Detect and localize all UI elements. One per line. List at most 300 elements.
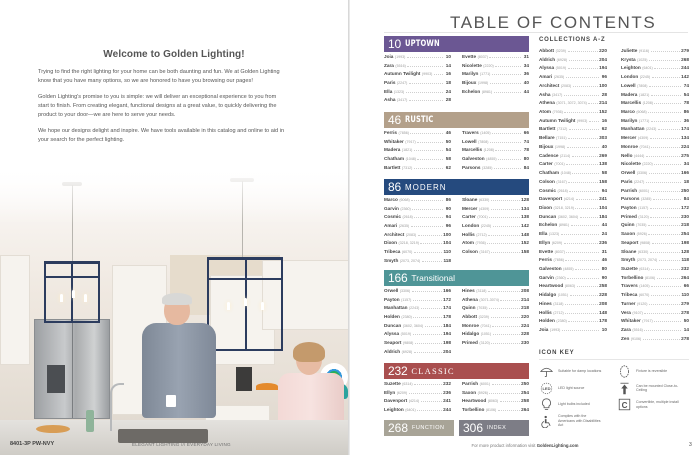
collection-entry[interactable]: [462, 165, 529, 174]
collection-code: (1208): [483, 148, 494, 153]
collection-name: Whitaker: [384, 138, 404, 144]
collection-name: Evette: [462, 54, 477, 59]
dot-leader: [565, 258, 598, 261]
collection-entry[interactable]: [621, 57, 689, 66]
section-page-number: 268: [388, 421, 409, 435]
collection-entry[interactable]: [621, 292, 689, 301]
section-header[interactable]: [384, 270, 529, 286]
dot-leader: [651, 267, 680, 270]
collection-page: 138: [599, 161, 607, 167]
collection-code: (1998): [554, 144, 566, 149]
collection-code: (8981): [558, 223, 570, 228]
collection-page: 84: [683, 196, 689, 202]
dot-leader: [564, 110, 597, 113]
collection-entry[interactable]: [384, 297, 451, 306]
collection-entry[interactable]: [539, 135, 607, 144]
collection-entry[interactable]: [539, 57, 607, 66]
collection-entry[interactable]: [384, 323, 451, 332]
dot-leader: [566, 162, 597, 165]
collection-entry[interactable]: [384, 390, 451, 399]
collection-entry[interactable]: [539, 275, 607, 284]
collection-name: Saxon: [621, 231, 636, 237]
collection-code: (1048): [560, 171, 571, 176]
dot-leader: [651, 284, 680, 287]
collection-page: 236: [443, 389, 451, 395]
collection-entry[interactable]: [462, 223, 529, 232]
collection-name: Quinn: [621, 222, 635, 228]
collection-code: (6209): [551, 240, 563, 245]
dot-leader: [500, 298, 519, 301]
collection-entry[interactable]: [621, 240, 689, 249]
dot-leader: [414, 250, 442, 253]
collection-entry[interactable]: [462, 398, 529, 407]
dot-leader: [651, 145, 679, 148]
collection-name: Tribeca: [621, 292, 638, 298]
collection-page: 66: [523, 130, 529, 135]
dot-leader: [580, 215, 598, 218]
collection-code: (1025): [637, 57, 648, 62]
collection-entry[interactable]: [539, 83, 607, 92]
collection-entry[interactable]: [539, 170, 607, 179]
collection-name: Tribeca: [384, 249, 401, 255]
collection-entry[interactable]: [621, 65, 689, 74]
collection-entry[interactable]: [462, 297, 529, 306]
collection-code: (2618): [557, 188, 568, 193]
collection-entry[interactable]: [462, 340, 529, 349]
collection-page: 220: [521, 314, 529, 320]
collection-page: 134: [681, 135, 689, 141]
collection-page: 94: [601, 187, 607, 193]
dot-leader: [492, 131, 520, 134]
collection-name: Alyssa: [384, 331, 400, 337]
collection-entry[interactable]: [539, 74, 607, 83]
collection-entry[interactable]: [384, 71, 451, 80]
collection-code: (4309): [478, 206, 490, 211]
dot-leader: [572, 171, 598, 174]
collection-name: Marcellis: [462, 147, 483, 153]
collection-entry[interactable]: [621, 327, 689, 336]
icon-key: [539, 350, 689, 430]
collection-entry[interactable]: [539, 283, 607, 292]
collection-name: Joia: [384, 54, 394, 59]
section-name: CLASSIC: [411, 366, 455, 376]
collection-entry[interactable]: [621, 161, 689, 170]
collection-entry[interactable]: [621, 118, 689, 127]
collection-name: Atom: [539, 109, 551, 115]
collection-entry[interactable]: [462, 80, 529, 89]
collection-name: Bijoux: [539, 143, 554, 149]
section-column: [384, 288, 451, 358]
collection-entry[interactable]: [621, 144, 689, 153]
collection-entry[interactable]: [462, 156, 529, 165]
collection-code: (3118): [476, 289, 487, 293]
dot-leader: [417, 157, 442, 160]
dot-leader: [407, 64, 442, 67]
dot-leader: [654, 66, 679, 69]
collection-entry[interactable]: [384, 232, 451, 241]
collection-entry[interactable]: [621, 301, 689, 310]
collection-entry[interactable]: [462, 147, 529, 156]
dot-leader: [568, 49, 598, 52]
dot-leader: [654, 319, 680, 322]
collection-entry[interactable]: [539, 118, 607, 127]
collection-entry[interactable]: [621, 205, 689, 214]
collection-name: Turner: [621, 300, 636, 306]
collection-entry[interactable]: [384, 139, 451, 148]
collection-entry[interactable]: [621, 283, 689, 292]
dot-leader: [491, 207, 520, 210]
collection-name: London: [621, 74, 639, 80]
collection-entry[interactable]: [539, 257, 607, 266]
collection-name: Mercer: [621, 135, 637, 141]
collection-entry[interactable]: [384, 407, 451, 416]
collection-page: 90: [445, 205, 451, 211]
section-transitional: [384, 270, 529, 358]
collection-entry[interactable]: [462, 206, 529, 215]
collection-page: 62: [601, 126, 607, 132]
section-column: [462, 197, 529, 267]
collection-entry[interactable]: [621, 100, 689, 109]
collection-code: (2243): [408, 306, 420, 311]
collection-page: 110: [443, 249, 451, 255]
dot-leader: [414, 215, 442, 218]
collection-entry[interactable]: [539, 318, 607, 327]
icon-key-item: Light bulbs included: [539, 397, 611, 412]
collection-entry[interactable]: [539, 310, 607, 319]
dot-leader: [409, 98, 443, 101]
collection-page: 46: [445, 130, 451, 135]
dot-leader: [652, 241, 680, 244]
collection-code: (7936): [475, 241, 486, 246]
collection-code: (5019): [555, 66, 567, 71]
dot-leader: [409, 391, 442, 394]
collection-entry[interactable]: [384, 349, 451, 358]
collection-entry[interactable]: [462, 89, 529, 98]
kitchen-photo: [0, 165, 349, 455]
dot-leader: [572, 154, 598, 157]
collection-entry[interactable]: [462, 130, 529, 139]
collection-entry[interactable]: [621, 266, 689, 275]
collections-az-column: [539, 48, 607, 344]
collection-code: (9116): [638, 49, 650, 53]
collection-entry[interactable]: [384, 305, 451, 314]
collection-entry[interactable]: [539, 153, 607, 162]
collection-code: (2360): [555, 275, 566, 280]
collection-code: (3239): [555, 49, 566, 53]
collection-entry[interactable]: [539, 205, 607, 214]
collection-code: (5926): [477, 390, 488, 395]
collection-entry[interactable]: [384, 331, 451, 340]
collection-entry[interactable]: [539, 126, 607, 135]
collection-entry[interactable]: [384, 381, 451, 390]
collection-page: 14: [683, 327, 689, 332]
collection-page: 142: [521, 223, 529, 229]
collection-name: Galveston: [462, 156, 485, 162]
collection-entry[interactable]: [621, 126, 689, 135]
dot-leader: [648, 110, 680, 113]
dot-leader: [418, 233, 442, 236]
collection-page: 194: [443, 331, 451, 337]
collection-entry[interactable]: [621, 231, 689, 240]
collection-entry[interactable]: [462, 71, 529, 80]
collection-code: (9808): [402, 341, 414, 346]
collection-code: (4214): [563, 197, 575, 202]
dot-leader: [652, 75, 680, 78]
collection-entry[interactable]: [621, 318, 689, 327]
collection-code: (1771): [479, 72, 491, 77]
collection-entry[interactable]: [621, 83, 689, 92]
section-header[interactable]: [384, 363, 529, 379]
collection-entry[interactable]: [539, 179, 607, 188]
section-header[interactable]: [384, 179, 529, 195]
collection-name: Holden: [539, 318, 555, 324]
collection-entry[interactable]: [621, 249, 689, 258]
collection-entry[interactable]: [462, 249, 529, 258]
collection-entry[interactable]: [621, 222, 689, 231]
collection-code: (9808): [639, 240, 651, 245]
collection-entry[interactable]: [621, 188, 689, 197]
collection-entry[interactable]: [539, 249, 607, 258]
collection-entry[interactable]: [539, 109, 607, 118]
collection-entry[interactable]: [621, 135, 689, 144]
collections-az-column: [621, 48, 689, 344]
collection-entry[interactable]: [539, 65, 607, 74]
collection-page: 34: [523, 62, 529, 68]
collection-entry[interactable]: [539, 92, 607, 101]
dot-leader: [562, 328, 599, 331]
collection-entry[interactable]: [539, 161, 607, 170]
dot-leader: [411, 198, 442, 201]
collection-entry[interactable]: [462, 390, 529, 399]
collection-page: 208: [521, 288, 529, 293]
dot-leader: [654, 101, 680, 104]
collection-code: (1993): [394, 55, 406, 59]
collection-entry[interactable]: [462, 331, 529, 340]
man-figure: [140, 295, 218, 420]
collection-entry[interactable]: [384, 147, 451, 156]
collection-entry[interactable]: [539, 231, 607, 240]
collection-name: Echelon: [462, 88, 481, 94]
collection-entry[interactable]: [384, 89, 451, 98]
collection-code: (6070): [638, 293, 650, 298]
collection-entry[interactable]: [462, 323, 529, 332]
dot-leader: [568, 136, 598, 139]
collection-page: 278: [681, 309, 689, 315]
collection-name: Abbott: [462, 314, 478, 320]
collection-page: 254: [681, 231, 689, 237]
collection-entry[interactable]: [621, 336, 689, 345]
collection-code: (3167): [479, 250, 490, 255]
collection-name: Aldrich: [539, 56, 556, 62]
collection-page: 104: [599, 204, 607, 210]
collection-page: 250: [521, 381, 529, 386]
collection-entry[interactable]: [462, 214, 529, 223]
dot-leader: [414, 148, 443, 151]
collection-code: (3306): [636, 171, 648, 176]
icon-key-item: LED LED light source: [539, 381, 611, 396]
collection-name: Chatham: [539, 170, 560, 176]
collection-page: 10: [601, 327, 607, 332]
collection-code: (6070): [401, 250, 413, 255]
collection-entry[interactable]: [462, 139, 529, 148]
collection-entry[interactable]: [384, 63, 451, 72]
collection-name: Vera: [621, 309, 631, 315]
collection-name: Nello: [621, 152, 633, 158]
dot-leader: [651, 49, 680, 52]
collection-entry[interactable]: [462, 54, 529, 63]
collection-name: Bijoux: [462, 80, 477, 86]
collection-entry[interactable]: [539, 188, 607, 197]
website-link[interactable]: GoldenLighting.com: [536, 443, 579, 448]
collection-name: Duncan: [384, 322, 402, 328]
collection-entry[interactable]: [621, 275, 689, 284]
collection-entry[interactable]: [384, 240, 451, 249]
collection-name: Carter: [539, 161, 553, 167]
section-header[interactable]: [384, 112, 529, 128]
collection-entry[interactable]: [621, 48, 689, 57]
section-name: MODERN: [404, 182, 447, 192]
collection-page: 118: [681, 257, 689, 263]
collection-page: 303: [599, 135, 607, 141]
collection-entry[interactable]: [384, 340, 451, 349]
collection-entry[interactable]: [384, 288, 451, 297]
collection-entry[interactable]: [384, 314, 451, 323]
collection-name: Suzette: [621, 265, 638, 271]
dot-leader: [649, 58, 680, 61]
collection-entry[interactable]: [384, 398, 451, 407]
collection-name: Hidalgo: [539, 292, 557, 298]
collection-entry[interactable]: [462, 314, 529, 323]
toc-title: TABLE OF CONTENTS: [450, 13, 657, 32]
collection-code: (3285): [482, 165, 493, 170]
collection-page: 264: [521, 407, 529, 413]
collection-entry[interactable]: [462, 63, 529, 72]
collection-entry[interactable]: [462, 240, 529, 249]
collection-entry[interactable]: [384, 97, 451, 106]
collection-page: 184: [443, 322, 451, 328]
collection-entry[interactable]: [462, 305, 529, 314]
collection-entry[interactable]: [621, 257, 689, 266]
collection-page: 228: [599, 292, 607, 298]
collection-code: (7808): [478, 139, 489, 144]
collection-code: (6401): [642, 66, 653, 71]
collection-entry[interactable]: [621, 153, 689, 162]
collection-code: (3071-3074): [479, 297, 499, 302]
collection-entry[interactable]: [621, 214, 689, 223]
collection-entry[interactable]: [462, 381, 529, 390]
collection-entry[interactable]: [539, 48, 607, 57]
collection-name: Travers: [621, 283, 638, 289]
collection-page: 244: [443, 407, 451, 413]
collection-entry[interactable]: [384, 54, 451, 63]
collection-entry[interactable]: [539, 301, 607, 310]
dot-leader: [410, 131, 442, 134]
collection-page: 31: [601, 248, 607, 254]
collection-entry[interactable]: [621, 74, 689, 83]
collection-entry[interactable]: [384, 165, 451, 174]
collection-entry[interactable]: [621, 179, 689, 188]
collection-code: (3239): [478, 315, 489, 320]
collection-entry[interactable]: [539, 327, 607, 336]
collection-page: 220: [599, 48, 607, 53]
collection-entry[interactable]: [384, 80, 451, 89]
collection-name: Nicolette: [621, 161, 641, 167]
collection-entry[interactable]: [539, 222, 607, 231]
collection-name: Autumn Twilight: [539, 117, 576, 123]
section-header[interactable]: [384, 36, 529, 52]
collection-name: Heartwood: [462, 398, 487, 404]
collection-entry[interactable]: [384, 223, 451, 232]
collection-name: Monroe: [462, 322, 479, 328]
collection-entry[interactable]: [539, 144, 607, 153]
collection-entry[interactable]: [621, 310, 689, 319]
collection-code: (7151): [556, 136, 567, 141]
collection-entry[interactable]: [539, 266, 607, 275]
collection-name: Cosmic: [384, 214, 401, 220]
collection-entry[interactable]: [621, 170, 689, 179]
collection-page: 198: [681, 239, 689, 245]
collection-entry[interactable]: [384, 258, 451, 267]
collection-code: (8063): [487, 399, 499, 404]
dot-leader: [412, 207, 442, 210]
collection-name: Ella: [384, 88, 393, 94]
collection-entry[interactable]: [462, 407, 529, 416]
collection-entry[interactable]: [384, 206, 451, 215]
collection-page: 84: [523, 164, 529, 170]
dot-leader: [491, 250, 519, 253]
collection-entry[interactable]: [539, 196, 607, 205]
collection-code: (1998): [477, 81, 489, 86]
collection-entry[interactable]: [539, 240, 607, 249]
dot-leader: [568, 66, 598, 69]
dot-leader: [493, 332, 520, 335]
collection-entry[interactable]: [462, 232, 529, 241]
bulb-icon: [539, 398, 553, 412]
collection-entry[interactable]: [384, 130, 451, 139]
collection-entry[interactable]: [462, 197, 529, 206]
collection-entry[interactable]: [384, 249, 451, 258]
collection-code: (9903): [576, 118, 588, 123]
collection-code: (1323): [393, 89, 405, 94]
collection-entry[interactable]: [539, 100, 607, 109]
section-index-link[interactable]: [459, 420, 529, 436]
collection-entry[interactable]: [384, 214, 451, 223]
collection-page: 50: [445, 138, 451, 144]
collection-entry[interactable]: [384, 197, 451, 206]
collection-entry[interactable]: [621, 92, 689, 101]
collection-entry[interactable]: [384, 156, 451, 165]
collection-page: 178: [443, 314, 451, 320]
dot-leader: [498, 408, 520, 411]
collection-page: 258: [521, 398, 529, 404]
collection-entry[interactable]: [462, 288, 529, 297]
dot-leader: [498, 157, 520, 160]
collection-entry[interactable]: [539, 292, 607, 301]
collection-name: Seaport: [621, 239, 639, 245]
collection-page: 174: [681, 126, 689, 132]
section-function-link[interactable]: [384, 420, 454, 436]
collection-page: 24: [601, 231, 607, 237]
collection-entry[interactable]: [539, 214, 607, 223]
collection-entry[interactable]: [621, 196, 689, 205]
collection-page: 128: [681, 248, 689, 254]
collection-page: 90: [601, 274, 607, 280]
left-page: [0, 0, 349, 455]
collection-page: 254: [521, 389, 529, 395]
collection-entry[interactable]: [621, 109, 689, 118]
collection-code: (2618): [402, 215, 413, 220]
collection-page: 166: [443, 288, 451, 293]
